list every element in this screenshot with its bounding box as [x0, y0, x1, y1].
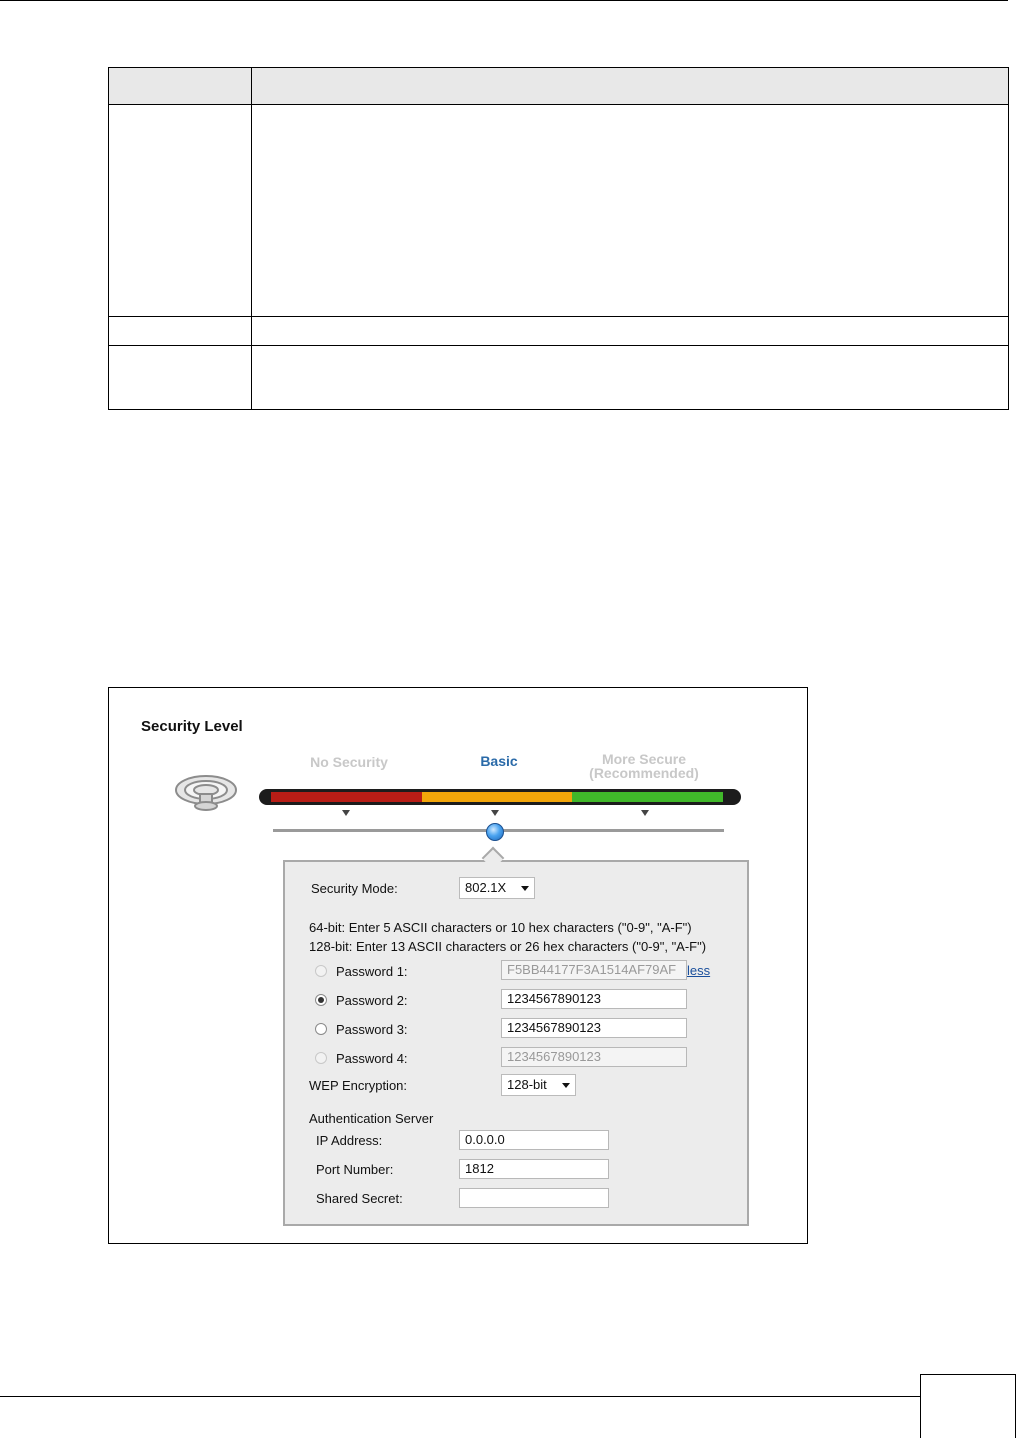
- security-mode-select[interactable]: [459, 877, 535, 899]
- password-1-field[interactable]: F5BB44177F3A1514AF79AF: [501, 960, 687, 980]
- wep-encryption-value: 128-bit: [507, 1077, 547, 1092]
- password-4-field[interactable]: 1234567890123: [501, 1047, 687, 1067]
- level-recommended-label: (Recommended): [589, 765, 699, 781]
- wireless-router-icon: [173, 770, 239, 814]
- bar-segment-red: [271, 792, 422, 802]
- ip-address-field[interactable]: 0.0.0.0: [459, 1130, 609, 1150]
- password-2-field[interactable]: 1234567890123: [501, 989, 687, 1009]
- bar-segment-orange: [422, 792, 572, 802]
- password-2-radio[interactable]: [315, 994, 327, 1006]
- password-3-radio[interactable]: [315, 1023, 327, 1035]
- password-4-label: Password 4:: [336, 1051, 408, 1066]
- security-mode-label: Security Mode:: [311, 881, 398, 896]
- table-row-divider: [109, 345, 1008, 346]
- hint-64-bit: 64-bit: Enter 5 ASCII characters or 10 hex characters ("0-9", "A-F"): [309, 920, 692, 935]
- marker-more-secure-icon: [641, 810, 649, 816]
- marker-no-security-icon: [342, 810, 350, 816]
- wep-encryption-select[interactable]: [501, 1074, 576, 1096]
- password-1-radio[interactable]: [315, 965, 327, 977]
- chevron-down-icon: [521, 886, 529, 891]
- ip-address-label: IP Address:: [316, 1133, 383, 1148]
- password-3-label: Password 3:: [336, 1022, 408, 1037]
- level-no-security[interactable]: No Security: [310, 754, 388, 770]
- security-slider-handle[interactable]: [486, 823, 504, 841]
- port-number-label: Port Number:: [316, 1162, 394, 1177]
- bar-segment-green: [572, 792, 723, 802]
- page-number-box: [920, 1374, 1016, 1438]
- password-1-label: Password 1:: [336, 964, 408, 979]
- table-row-divider: [109, 316, 1008, 317]
- table-header-row: [109, 68, 1008, 105]
- level-more-secure[interactable]: [579, 752, 709, 780]
- table-column-divider: [251, 68, 252, 409]
- less-link[interactable]: less: [687, 963, 711, 978]
- shared-secret-label: Shared Secret:: [316, 1191, 403, 1206]
- password-2-label: Password 2:: [336, 993, 408, 1008]
- header-rule: [0, 0, 1008, 1]
- password-3-field[interactable]: 1234567890123: [501, 1018, 687, 1038]
- footer-rule: [0, 1396, 920, 1397]
- auth-server-heading: Authentication Server: [309, 1111, 434, 1126]
- wep-encryption-label: WEP Encryption:: [309, 1078, 408, 1093]
- security-level-bar: [259, 789, 741, 805]
- hint-128-bit: 128-bit: Enter 13 ASCII characters or 26 hex characters ("0-9", "A-F"): [309, 939, 707, 954]
- security-mode-value: 802.1X: [465, 880, 507, 895]
- password-4-radio[interactable]: [315, 1052, 327, 1064]
- shared-secret-field[interactable]: [459, 1188, 609, 1208]
- marker-basic-icon: [491, 810, 499, 816]
- security-level-title: Security Level: [141, 718, 243, 735]
- level-more-secure-label: More Secure: [601, 751, 687, 767]
- chevron-down-icon: [562, 1083, 570, 1088]
- port-number-field[interactable]: 1812: [459, 1159, 609, 1179]
- security-level-screenshot: [108, 687, 808, 1244]
- description-table: [108, 67, 1009, 410]
- level-basic[interactable]: Basic: [480, 753, 518, 769]
